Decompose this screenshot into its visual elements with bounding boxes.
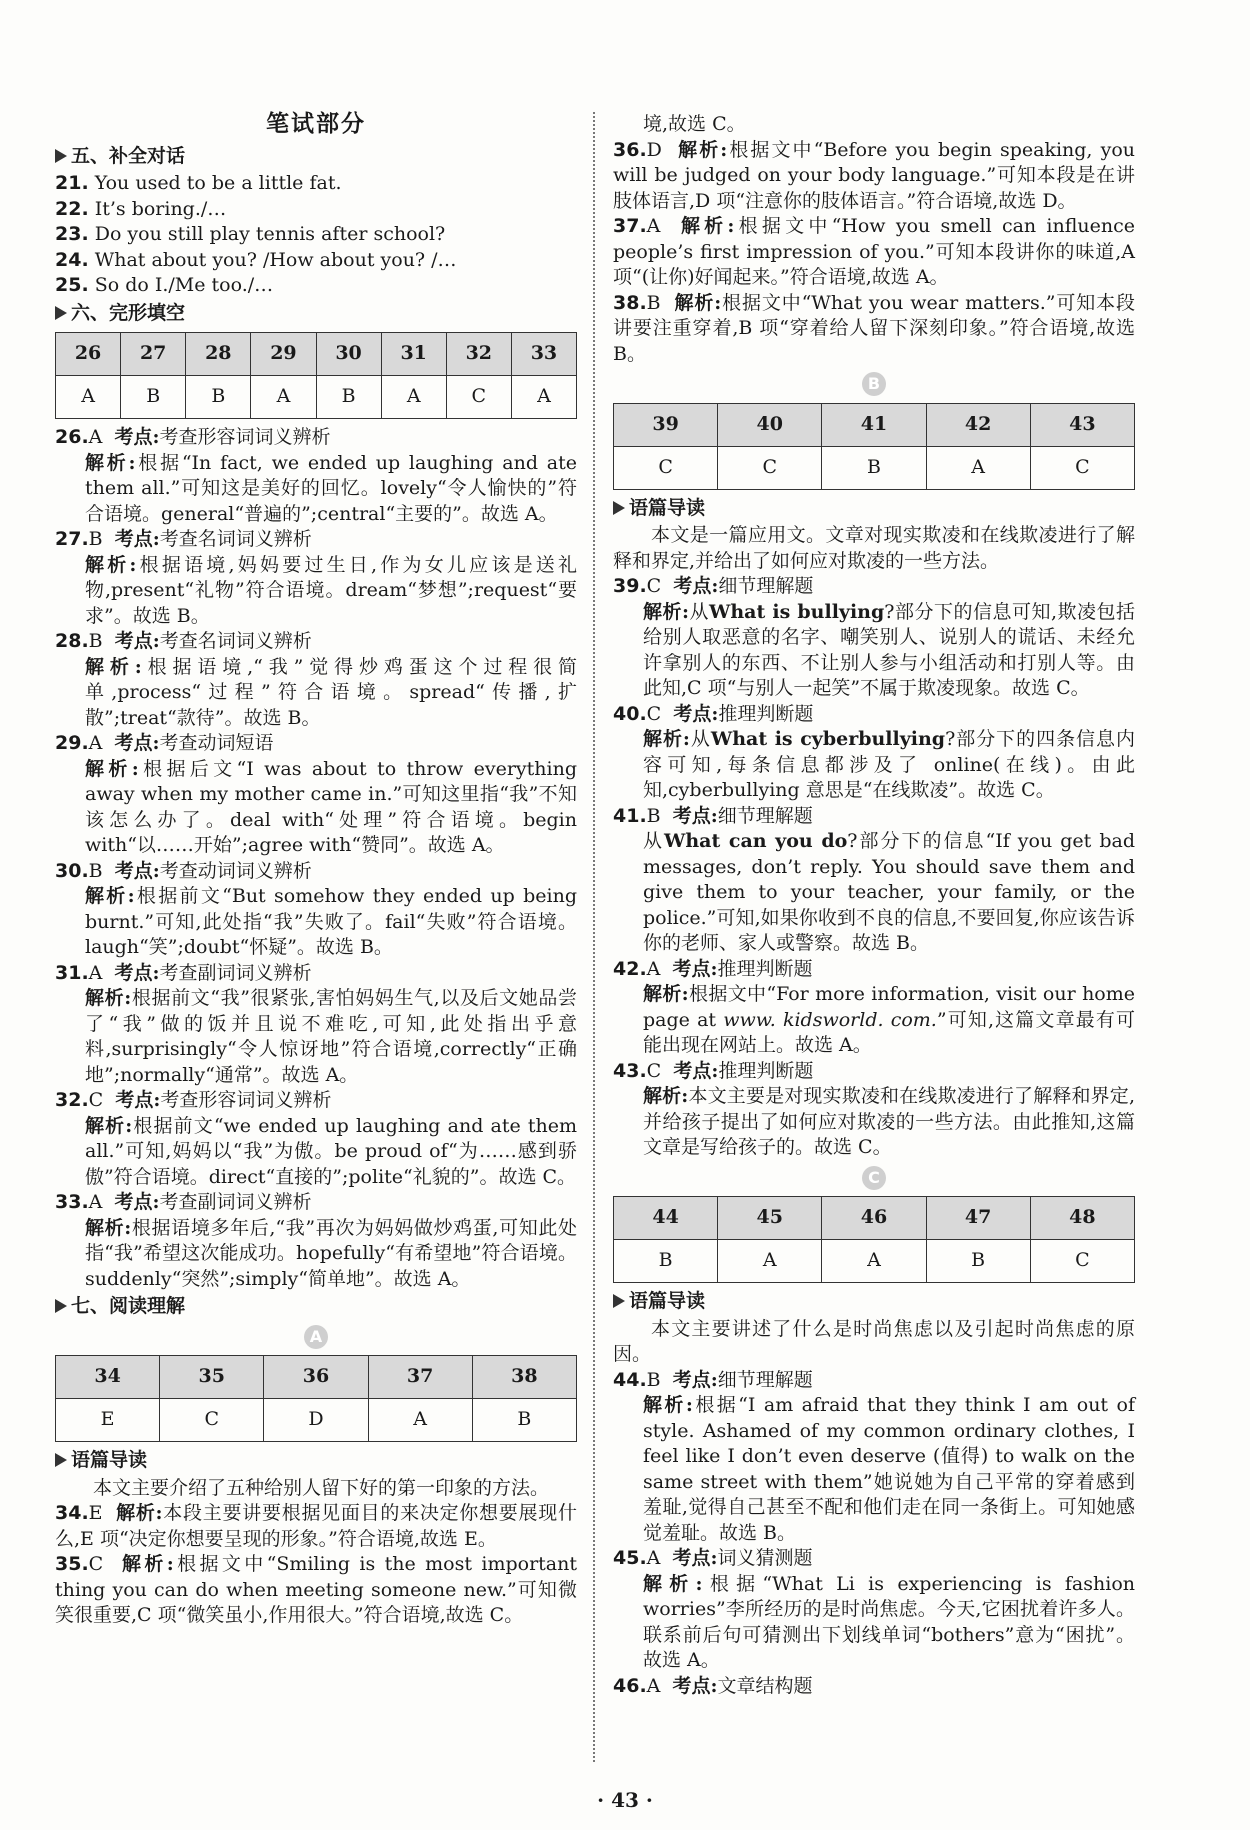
table-row: 34 35 36 37 38 xyxy=(56,1356,577,1399)
explanation-item: 29.A 考点:考查动词短语 xyxy=(55,732,274,754)
explanation-item: 46.A 考点:文章结构题 xyxy=(613,1674,813,1697)
left-column xyxy=(55,112,577,1629)
explanation-text: 解析:根据“What Li is experiencing is fashion worries”李所经历的是时尚焦虑。今天,它困扰着许多人。联系前后句可猜测出下划线单词“bothers”意为“困扰”。故选 A。 xyxy=(643,1572,1136,1671)
explanation-item: 40.C 考点:推理判断题 xyxy=(613,702,814,725)
page-number: · 43 · xyxy=(597,1788,653,1812)
arrow-icon xyxy=(613,1294,625,1308)
section-6-heading: 六、完形填空 xyxy=(55,301,577,327)
explanation-text: 解析:从What is cyberbullying?部分下的四条信息内容可知,每条信息都涉及了 online(在线)。由此知,cyberbullying 意思是“在线欺凌”。故选 C。 xyxy=(643,728,1135,801)
explanation-item: 45.A 考点:词义猜测题 xyxy=(613,1547,813,1569)
passage-mark-b: B xyxy=(613,371,1135,397)
guide-heading-a: 语篇导读 xyxy=(55,1448,577,1474)
guide-heading-c: 语篇导读 xyxy=(613,1289,1135,1315)
table-row: E C D A B xyxy=(56,1399,577,1442)
column-divider xyxy=(593,112,595,1762)
explanation-item: 33.A 考点:考查副词词义辨析 xyxy=(55,1191,312,1213)
explanation-text: 解析:根据语境,妈妈要过生日,作为女儿应该是送礼物,present“礼物”符合语境。dream“梦想”;request“要求”。故选 B。 xyxy=(85,553,577,627)
arrow-icon xyxy=(613,501,625,515)
arrow-icon xyxy=(55,149,67,163)
table-row: C C B A C xyxy=(614,446,1135,489)
arrow-icon xyxy=(55,306,67,320)
list-item: 24. What about you? /How about you? /… xyxy=(55,248,457,271)
explanation-item: 38.B 解析:根据文中“What you wear matters.”可知本段讲要注重穿着,B 项“穿着给人留下深刻印象。”符合语境,故选 B。 xyxy=(613,291,1135,365)
explanation-item: 44.B 考点:细节理解题 xyxy=(613,1368,813,1391)
explanation-text: 从What can you do?部分下的信息“If you get bad messages, don’t reply. You should save them and give them to your teacher, your family, or the police.”可知,如果你收到不良的信息,不要回复,你应该告诉你的老师、家人或警察。故选 B。 xyxy=(643,830,1135,954)
explanation-text: 解析:根据文中“For more information, visit our home page at www. kidsworld. com.”可知,这篇文章最有可能出现在网站上。故选 A。 xyxy=(643,983,1135,1056)
arrow-icon xyxy=(55,1453,67,1467)
guide-text-b: 本文是一篇应用文。文章对现实欺凌和在线欺凌进行了解释和界定,并给出了如何应对欺凌的一些方法。 xyxy=(613,524,1135,572)
page-title: 笔试部分 xyxy=(266,111,366,137)
explanation-text: 解析:根据前文“我”很紧张,害怕妈妈生气,以及后文她品尝了“我”做的饭并且说不难吃,可知,此处指出乎意料,surprisingly“令人惊讶地”符合语境,correctly“正确地”;normally“通常”。故选 A。 xyxy=(85,987,577,1086)
explanation-item: 30.B 考点:考查动词词义辨析 xyxy=(55,859,312,882)
cloze-answer-table xyxy=(55,332,577,419)
guide-text-c: 本文主要讲述了什么是时尚焦虑以及引起时尚焦虑的原因。 xyxy=(613,1317,1135,1365)
reading-b-answer-table xyxy=(613,403,1135,490)
explanation-text: 解析:本文主要是对现实欺凌和在线欺凌进行了解释和界定,并给孩子提出了如何应对欺凌的一些方法。由此推知,这篇文章是写给孩子的。故选 C。 xyxy=(643,1085,1136,1158)
explanation-text: 解析:根据“In fact, we ended up laughing and ate them all.”可知这是美好的回忆。lovely“令人愉快的”符合语境。general“普遍的”;central“主要的”。故选 A。 xyxy=(85,451,577,525)
passage-mark-c: C xyxy=(613,1165,1135,1191)
explanation-item: 32.C 考点:考查形容词词义辨析 xyxy=(55,1089,332,1111)
explanation-item: 43.C 考点:推理判断题 xyxy=(613,1059,814,1082)
reading-a-answer-table xyxy=(55,1355,577,1442)
section-7-heading: 七、阅读理解 xyxy=(55,1294,577,1320)
explanation-text: 解析:从What is bullying?部分下的信息可知,欺凌包括给别人取恶意的名字、嘲笑别人、说别人的谎话、未经允许拿别人的东西、不让别人参与小组活动和打别人等。由此知,C 项“与别人一起笑”不属于欺凌现象。故选 C。 xyxy=(643,600,1135,699)
explanation-text: 解析:根据前文“we ended up laughing and ate them all.”可知,妈妈以“我”为傲。be proud of“为……感到骄傲”符合语境。direct“直接的”;polite“礼貌的”。故选 C。 xyxy=(85,1114,577,1188)
list-item: 25. So do I./Me too./… xyxy=(55,274,274,296)
list-item: 22. It’s boring./… xyxy=(55,197,227,220)
explanation-text: 境,故选 C。 xyxy=(643,113,746,135)
explanation-item: 36.D 解析:根据文中“Before you begin speaking, you will be judged on your body language.”可知本段是在讲肢体语言,D 项“注意你的肢体语言。”符合语境,故选 D。 xyxy=(613,138,1135,212)
list-item: 21. You used to be a little fat. xyxy=(55,172,342,194)
list-item: 23. Do you still play tennis after school? xyxy=(55,223,446,245)
reading-c-answer-table xyxy=(613,1196,1135,1283)
section-5-list xyxy=(55,171,577,299)
arrow-icon xyxy=(55,1299,67,1313)
explanation-text: 解析:根据“I am afraid that they think I am out of style. Ashamed of my common ordinary clothes, I feel like I don’t even deserve (值得) to walk on the same street with them”她说她为自己平常的穿着感到羞耻,觉得自己甚至不配和他们走在同一条街上。可知她感觉羞耻。故选 B。 xyxy=(643,1394,1136,1544)
explanation-item: 31.A 考点:考查副词词义辨析 xyxy=(55,961,312,984)
table-row: 26 27 28 29 30 31 32 33 xyxy=(56,333,577,376)
explanation-text: 解析:根据前文“But somehow they ended up being burnt.”可知,此处指“我”失败了。fail“失败”符合语境。laugh“笑”;doubt“怀疑”。故选 B。 xyxy=(85,885,577,958)
table-row: 39 40 41 42 43 xyxy=(614,403,1135,446)
section-5-heading: 五、补全对话 xyxy=(55,144,577,170)
explanation-text: 解析:根据语境,“我”觉得炒鸡蛋这个过程很简单,process“过程”符合语境。spread“传播,扩散”;treat“款待”。故选 B。 xyxy=(85,655,577,729)
explanation-text: 解析:根据语境多年后,“我”再次为妈妈做炒鸡蛋,可知此处指“我”希望这次能成功。hopefully“有希望地”符合语境。suddenly“突然”;simply“简单地”。故选 A。 xyxy=(85,1216,577,1290)
passage-mark-a: A xyxy=(55,1324,577,1350)
explanation-item: 35.C 解析:根据文中“Smiling is the most important thing you can do when meeting someone new.”可知微笑很重要,C 项“微笑虽小,作用很大。”符合语境,故选 C。 xyxy=(55,1553,577,1626)
explanation-item: 42.A 考点:推理判断题 xyxy=(613,957,813,980)
table-row: B A A B C xyxy=(614,1240,1135,1283)
table-row: A B B A B A C A xyxy=(56,376,577,419)
explanation-item: 37.A 解析:根据文中“How you smell can influence people’s first impression of you.”可知本段讲你的味道,A 项“(让你)好闻起来。”符合语境,故选 A。 xyxy=(613,215,1136,288)
explanation-item: 26.A 考点:考查形容词词义辨析 xyxy=(55,426,331,448)
explanation-item: 41.B 考点:细节理解题 xyxy=(613,804,813,827)
guide-heading-b: 语篇导读 xyxy=(613,496,1135,522)
explanation-item: 39.C 考点:细节理解题 xyxy=(613,575,814,597)
cloze-explanations xyxy=(55,425,577,1292)
explanation-item: 34.E 解析:本段主要讲要根据见面目的来决定你想要展现什么,E 项“决定你想要呈现的形象。”符合语境,故选 E。 xyxy=(55,1502,577,1550)
explanation-text: 解析:根据后文“I was about to throw everything away when my mother came in.”可知这里指“我”不知该怎么办了。deal with“处理”符合语境。begin with“以……开始”;agree with“赞同”。故选 A。 xyxy=(85,757,577,856)
explanation-item: 27.B 考点:考查名词词义辨析 xyxy=(55,528,312,550)
table-row: 44 45 46 47 48 xyxy=(614,1197,1135,1240)
guide-text-a: 本文主要介绍了五种给别人留下好的第一印象的方法。 xyxy=(93,1476,550,1499)
explanation-item: 28.B 考点:考查名词词义辨析 xyxy=(55,630,312,652)
right-column xyxy=(613,112,1135,1699)
